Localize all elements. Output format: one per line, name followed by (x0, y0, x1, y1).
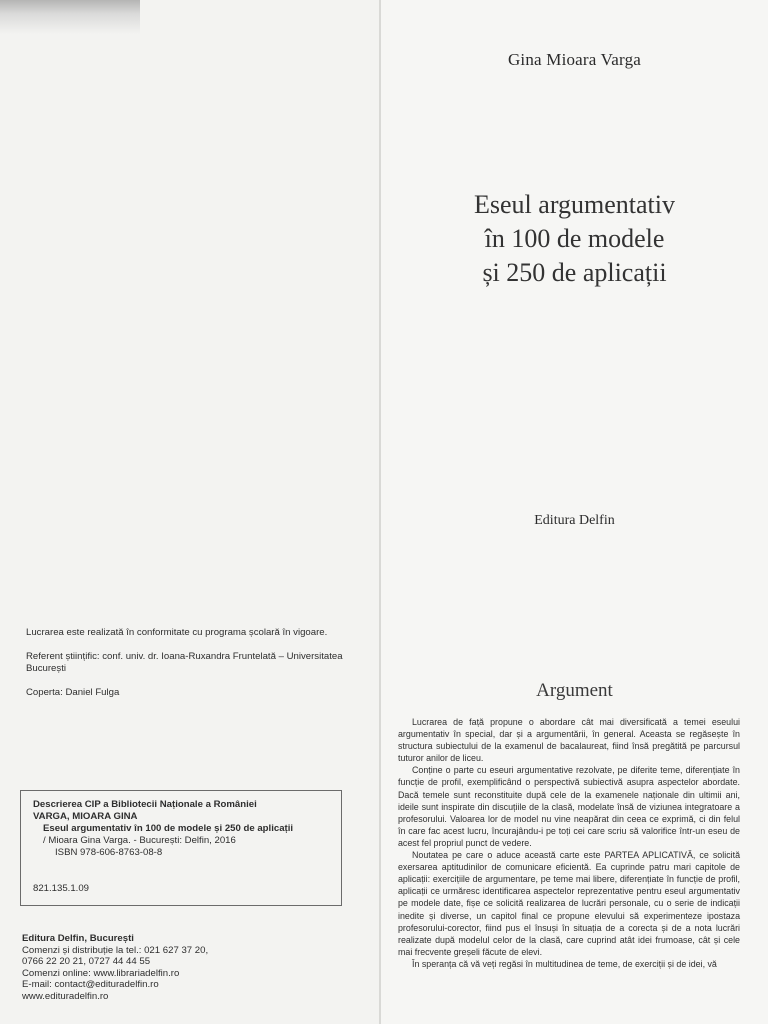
cip-author: VARGA, MIOARA GINA (33, 811, 138, 822)
title-line-1: Eseul argumentativ (474, 190, 675, 219)
scan-shadow (0, 0, 140, 34)
credit-line-cover: Coperta: Daniel Fulga (26, 687, 120, 698)
book-gutter (379, 0, 381, 1024)
cip-title: Eseul argumentativ în 100 de modele și 250 de aplicații (43, 823, 294, 834)
publisher-name: Editura Delfin (534, 513, 615, 528)
contact-email: E-mail: contact@edituradelfin.ro (22, 979, 159, 991)
contact-phone-2: 0766 22 20 21, 0727 44 44 55 (22, 956, 151, 968)
argument-paragraph-4: În speranța că vă veți regăsi în multitudinea de teme, de exerciții și de idei, vă (412, 958, 717, 969)
cip-record-box (20, 790, 342, 906)
contact-name: Editura Delfin, București (22, 933, 134, 944)
cip-code: 821.135.1.09 (33, 883, 90, 894)
contact-online: Comenzi online: www.librariadelfin.ro (22, 967, 180, 979)
credits (26, 627, 371, 711)
argument-paragraph-1: Lucrarea de față propune o abordare cât mai diversificată a temei eseului argumentativ în special, dar și a argumentării, în general. Aceasta se regăsește în structura subiectului de la examenul de bacalaureat, fiind însă pregătită pe parcursul tuturor anilor de liceu. (398, 717, 740, 764)
cip-heading: Descrierea CIP a Bibliotecii Naționale a României (33, 799, 257, 810)
cip-isbn: ISBN 978-606-8763-08-8 (55, 847, 163, 858)
argument-body (398, 716, 740, 970)
credit-line-curriculum: Lucrarea este realizată în conformitate cu programa școlară în vigoare. (26, 627, 328, 638)
credit-line-referent: Referent științific: conf. univ. dr. Ioana-Ruxandra Fruntelată – Universitatea București (26, 651, 343, 674)
argument-heading: Argument (536, 680, 613, 701)
author-name: Gina Mioara Varga (507, 50, 642, 69)
title-line-3: și 250 de aplicații (482, 258, 667, 287)
contact-website: www.edituradelfin.ro (22, 990, 109, 1002)
title-line-2: în 100 de modele (484, 224, 665, 253)
argument-paragraph-3: Noutatea pe care o aduce această carte este PARTEA APLICATIVĂ, ce solicită exersarea aptitudinilor de comunicare eficientă. Ea cuprinde patru mari capitole de aplicații: exercițiile de argumentare, pe teme mai libere, diferențiate în funcție de profil, aplicații ce urmăresc identificarea aspectelor reprezentative pentru eseul argumentativ pe modele date, fișe ce solicită realizarea de lucrări personale, cu o serie de indicații inedite și diverse, un capitol final ce propune elevului să experimenteze ipostaza profesorului-corector, fiind pus el însuși în situația de a corecta și de a nota lucrări realizate după modelul celor de la clasă, care cuprind atât idei frumoase, cât și cele mai frecvente greșeli făcute de elevi. (398, 850, 740, 957)
book-title (381, 188, 768, 290)
contact-phone-1: Comenzi și distribuție la tel.: 021 627 37 20, (22, 944, 209, 956)
publisher-contact (22, 933, 352, 1003)
cip-imprint: / Mioara Gina Varga. - București: Delfin, 2016 (43, 835, 236, 846)
argument-paragraph-2: Conține o parte cu eseuri argumentative rezolvate, pe diferite teme, diferențiate în funcție de profil, exemplificând o perspectivă subiectivă asupra aspectelor abordate. Dacă temele sunt reconstituite după cele de la examenele naționale din ultimii ani, ideile sunt inspirate din discuțiile de la clasă, modelate însă de viziunea integratoare a profesorului. Valoarea lor de model nu vine neapărat din ceea ce exprimă, ci din felul în care fac acest lucru, încurajându-i pe toți cei care scriu să valorifice într-un eseu de acest fel propriul punct de vedere. (398, 765, 740, 848)
